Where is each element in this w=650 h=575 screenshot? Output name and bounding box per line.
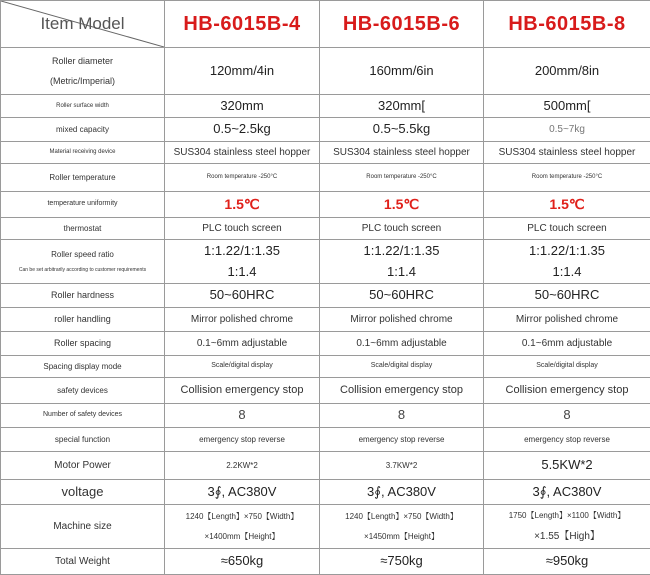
header-row — [1, 1, 650, 48]
cell-speed-ratio-1 — [165, 240, 320, 284]
row-roller-diameter — [1, 48, 650, 95]
cell-weight-3: ≈950kg — [484, 549, 650, 575]
label-temperature: Roller temperature — [1, 164, 165, 192]
cell-hardness-3: 50~60HRC — [484, 284, 650, 308]
cell-receiving-1: SUS304 stainless steel hopper — [165, 142, 320, 164]
label-roller-diameter — [1, 48, 165, 95]
speed-line-2: 1:1.4 — [322, 265, 481, 280]
label-speed-ratio — [1, 240, 165, 284]
label-display-mode: Spacing display mode — [1, 356, 165, 378]
model-header-2: HB-6015B-6 — [320, 1, 484, 48]
label-uniformity: temperature uniformity — [1, 192, 165, 218]
row-weight — [1, 549, 650, 575]
model-header-3: HB-6015B-8 — [484, 1, 650, 48]
cell-thermostat-2: PLC touch screen — [320, 218, 484, 240]
cell-temperature-1: Room temperature -250°C — [165, 164, 320, 192]
speed-line-2: 1:1.4 — [167, 265, 317, 280]
label-line-1: Roller diameter — [3, 56, 162, 66]
size-line-1: 1750【Length】×1100【Width】 — [486, 511, 648, 520]
row-hardness — [1, 284, 650, 308]
cell-motor-3: 5.5KW*2 — [484, 452, 650, 480]
cell-uniformity-3: 1.5℃ — [484, 192, 650, 218]
cell-hardness-1: 50~60HRC — [165, 284, 320, 308]
cell-voltage-3: 3∮, AC380V — [484, 480, 650, 505]
cell-capacity-1: 0.5~2.5kg — [165, 118, 320, 142]
row-surface-width — [1, 95, 650, 118]
cell-machine-size-2 — [320, 505, 484, 549]
cell-spacing-1: 0.1~6mm adjustable — [165, 332, 320, 356]
cell-weight-2: ≈750kg — [320, 549, 484, 575]
cell-special-2: emergency stop reverse — [320, 428, 484, 452]
cell-temperature-2: Room temperature -250°C — [320, 164, 484, 192]
cell-machine-size-1 — [165, 505, 320, 549]
label-safety-count: Number of safety devices — [1, 404, 165, 428]
row-safety-count — [1, 404, 650, 428]
row-special — [1, 428, 650, 452]
cell-display-mode-1: Scale/digital display — [165, 356, 320, 378]
cell-weight-1: ≈650kg — [165, 549, 320, 575]
cell-uniformity-1: 1.5℃ — [165, 192, 320, 218]
label-line-1: Roller speed ratio — [3, 250, 162, 259]
speed-line-1: 1:1.22/1:1.35 — [167, 244, 317, 259]
row-receiving — [1, 142, 650, 164]
size-line-1: 1240【Length】×750【Width】 — [167, 512, 317, 521]
size-line-2: ×1400mm【Height】 — [167, 532, 317, 541]
cell-voltage-1: 3∮, AC380V — [165, 480, 320, 505]
cell-receiving-3: SUS304 stainless steel hopper — [484, 142, 650, 164]
cell-display-mode-2: Scale/digital display — [320, 356, 484, 378]
label-line-2: Can be set arbitrarily according to customer requirements — [3, 268, 162, 274]
cell-diameter-1: 120mm/4in — [165, 48, 320, 95]
row-thermostat — [1, 218, 650, 240]
cell-handling-3: Mirror polished chrome — [484, 308, 650, 332]
label-hardness: Roller hardness — [1, 284, 165, 308]
speed-line-2: 1:1.4 — [486, 265, 648, 280]
label-voltage: voltage — [1, 480, 165, 505]
size-line-2: ×1450mm【Height】 — [322, 532, 481, 541]
label-thermostat: thermostat — [1, 218, 165, 240]
cell-motor-1: 2.2KW*2 — [165, 452, 320, 480]
size-line-1: 1240【Length】×750【Width】 — [322, 512, 481, 521]
label-handling: roller handling — [1, 308, 165, 332]
speed-line-1: 1:1.22/1:1.35 — [322, 244, 481, 259]
cell-safety-1: Collision emergency stop — [165, 378, 320, 404]
label-motor: Motor Power — [1, 452, 165, 480]
label-receiving: Material receiving device — [1, 142, 165, 164]
item-model-label: Item Model — [40, 14, 124, 33]
model-header-1: HB-6015B-4 — [165, 1, 320, 48]
cell-speed-ratio-2 — [320, 240, 484, 284]
cell-display-mode-3: Scale/digital display — [484, 356, 650, 378]
label-weight: Total Weight — [1, 549, 165, 575]
cell-spacing-3: 0.1~6mm adjustable — [484, 332, 650, 356]
row-temperature — [1, 164, 650, 192]
cell-safety-3: Collision emergency stop — [484, 378, 650, 404]
row-uniformity — [1, 192, 650, 218]
row-handling — [1, 308, 650, 332]
cell-safety-2: Collision emergency stop — [320, 378, 484, 404]
row-safety — [1, 378, 650, 404]
cell-motor-2: 3.7KW*2 — [320, 452, 484, 480]
size-line-2: ×1.55【High】 — [486, 531, 648, 543]
cell-special-1: emergency stop reverse — [165, 428, 320, 452]
row-capacity — [1, 118, 650, 142]
cell-temperature-3: Room temperature -250°C — [484, 164, 650, 192]
item-model-header — [1, 1, 165, 48]
label-capacity: mixed capacity — [1, 118, 165, 142]
cell-voltage-2: 3∮, AC380V — [320, 480, 484, 505]
row-motor — [1, 452, 650, 480]
cell-special-3: emergency stop reverse — [484, 428, 650, 452]
cell-thermostat-1: PLC touch screen — [165, 218, 320, 240]
cell-diameter-2: 160mm/6in — [320, 48, 484, 95]
cell-surface-width-2: 320mm[ — [320, 95, 484, 118]
cell-safety-count-3: 8 — [484, 404, 650, 428]
cell-capacity-2: 0.5~5.5kg — [320, 118, 484, 142]
speed-line-1: 1:1.22/1:1.35 — [486, 244, 648, 259]
cell-surface-width-3: 500mm[ — [484, 95, 650, 118]
cell-speed-ratio-3 — [484, 240, 650, 284]
cell-handling-2: Mirror polished chrome — [320, 308, 484, 332]
label-line-2: (Metric/Imperial) — [3, 76, 162, 86]
label-special: special function — [1, 428, 165, 452]
cell-hardness-2: 50~60HRC — [320, 284, 484, 308]
cell-thermostat-3: PLC touch screen — [484, 218, 650, 240]
row-display-mode — [1, 356, 650, 378]
cell-capacity-3: 0.5~7kg — [484, 118, 650, 142]
row-spacing — [1, 332, 650, 356]
cell-safety-count-2: 8 — [320, 404, 484, 428]
row-voltage — [1, 480, 650, 505]
label-machine-size: Machine size — [1, 505, 165, 549]
label-spacing: Roller spacing — [1, 332, 165, 356]
label-safety: safety devices — [1, 378, 165, 404]
cell-machine-size-3 — [484, 505, 650, 549]
cell-safety-count-1: 8 — [165, 404, 320, 428]
row-speed-ratio — [1, 240, 650, 284]
cell-spacing-2: 0.1~6mm adjustable — [320, 332, 484, 356]
label-surface-width: Roller surface width — [1, 95, 165, 118]
row-machine-size — [1, 505, 650, 549]
cell-surface-width-1: 320mm — [165, 95, 320, 118]
cell-receiving-2: SUS304 stainless steel hopper — [320, 142, 484, 164]
cell-diameter-3: 200mm/8in — [484, 48, 650, 95]
cell-handling-1: Mirror polished chrome — [165, 308, 320, 332]
cell-uniformity-2: 1.5℃ — [320, 192, 484, 218]
